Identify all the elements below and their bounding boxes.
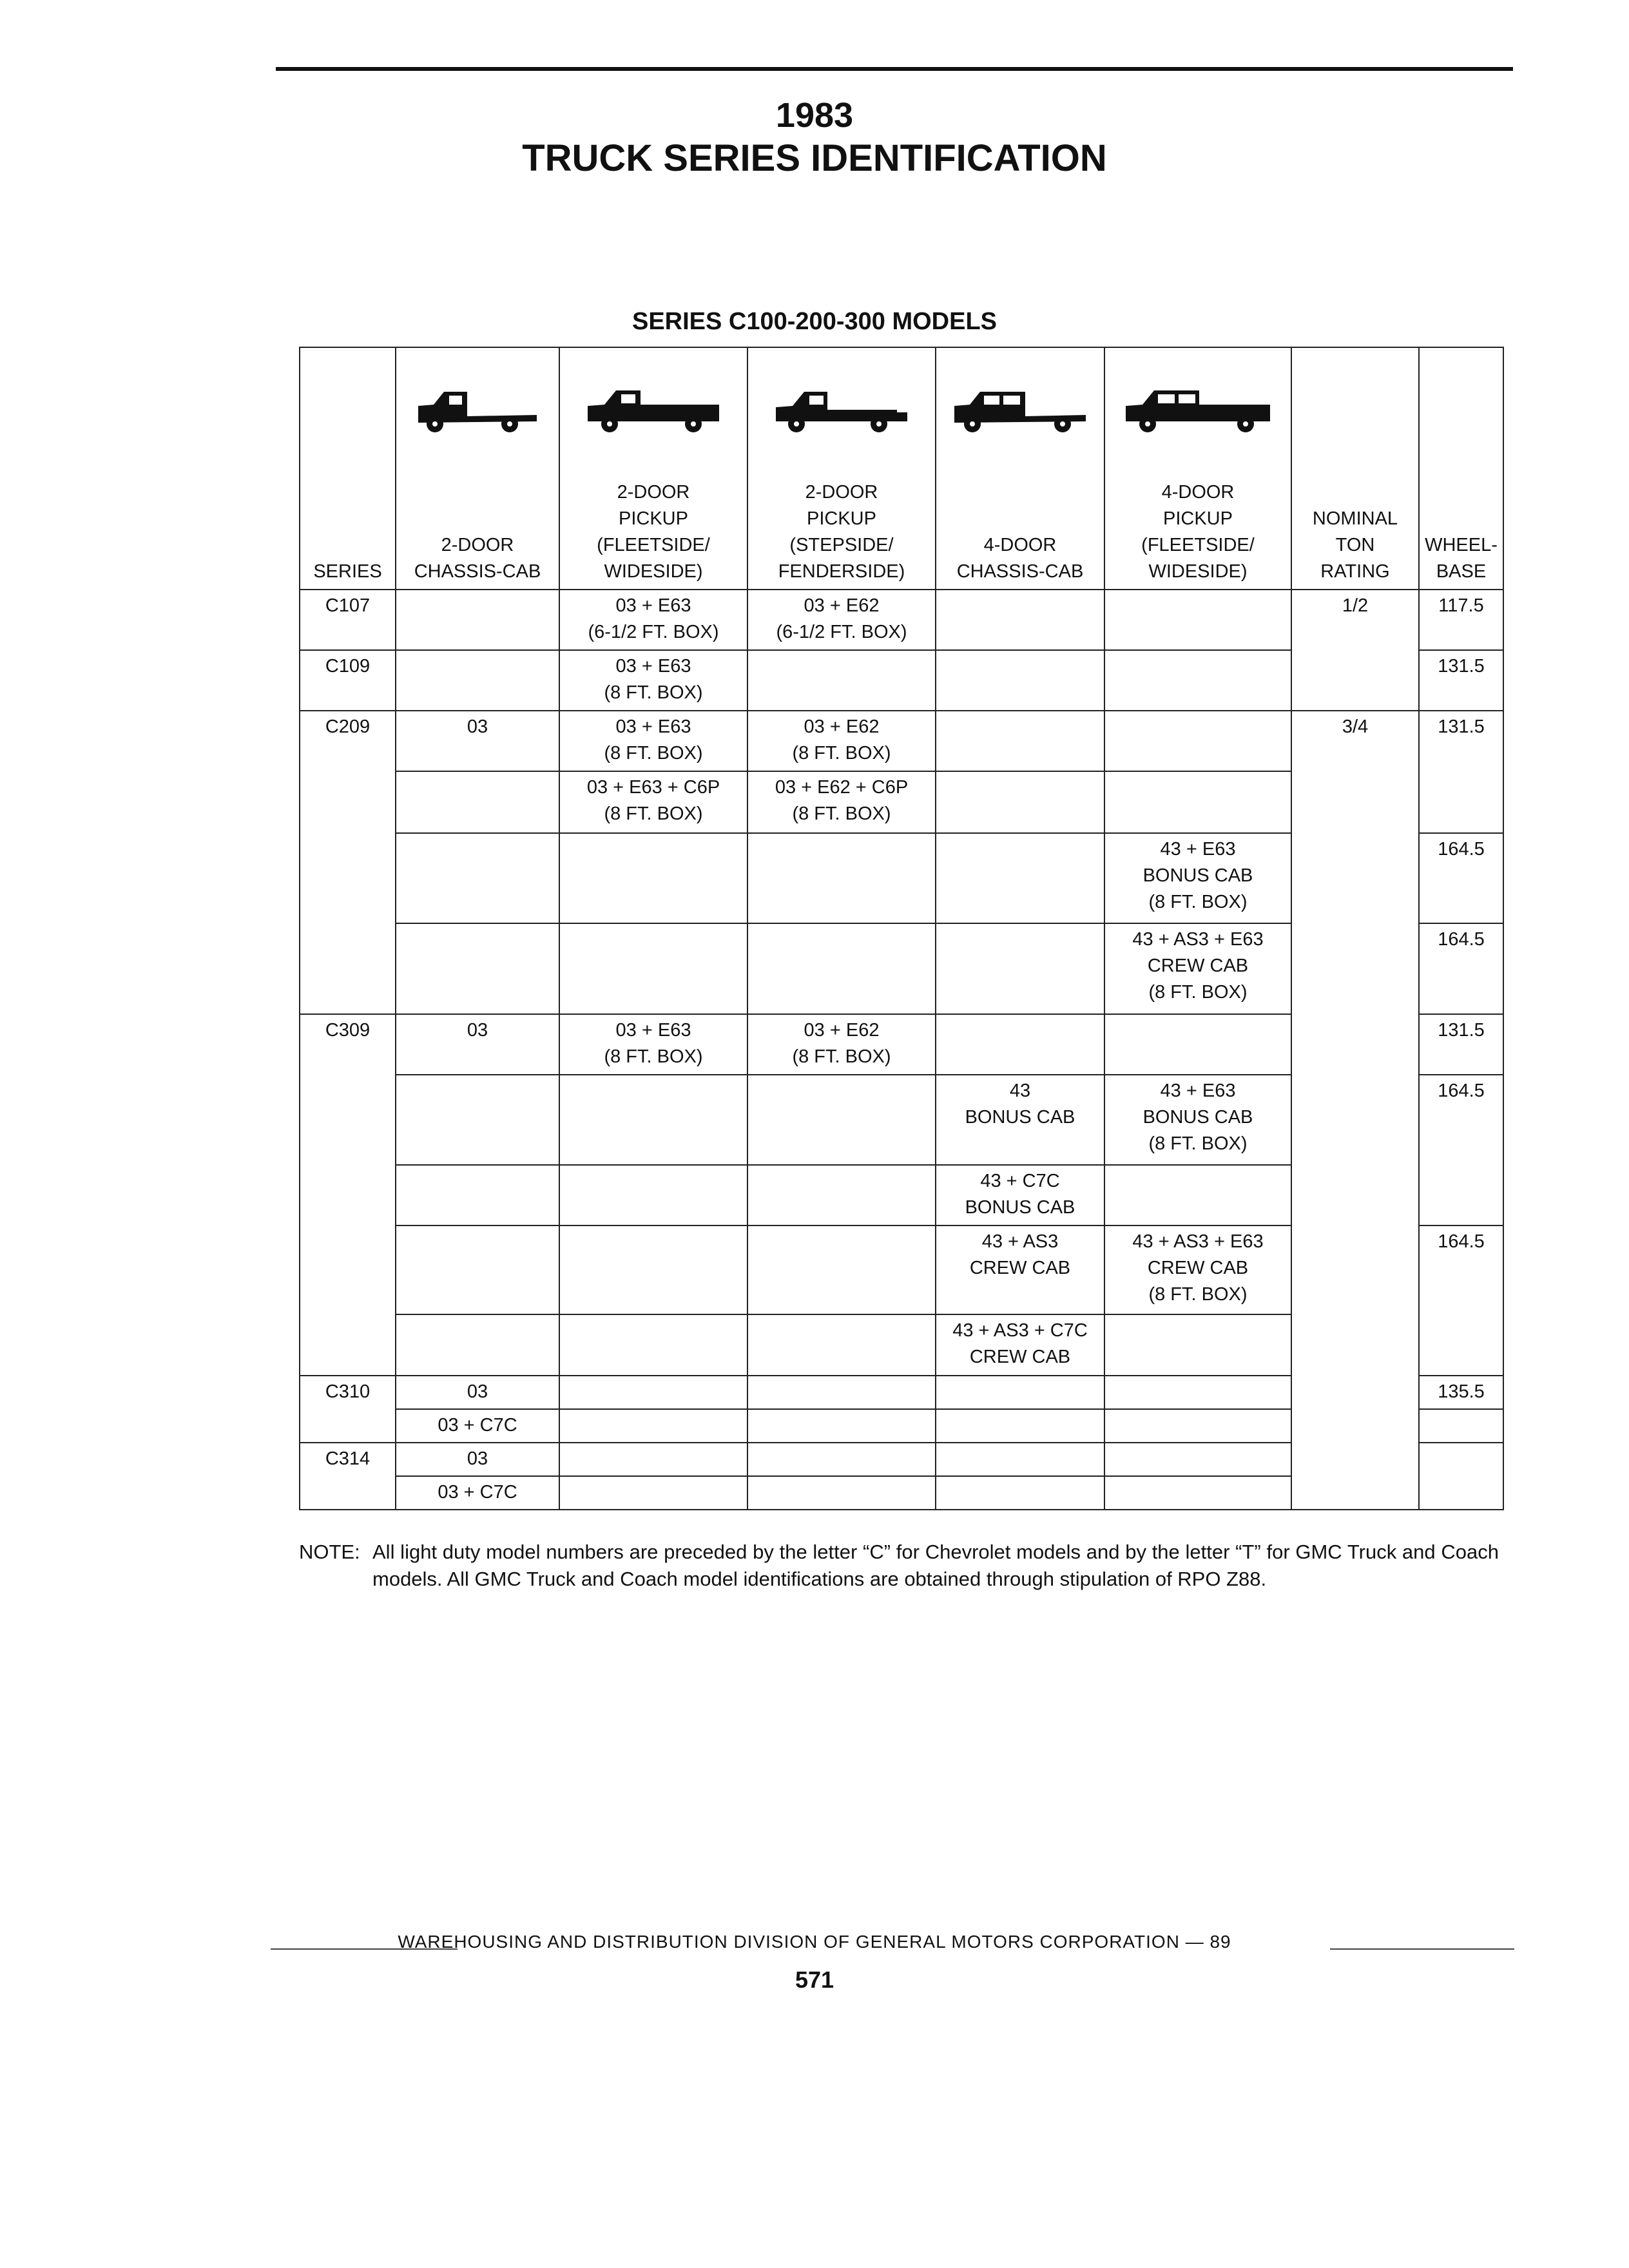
table-cell: 03 + E63 + C6P (8 FT. BOX) [559,771,747,833]
icon-row [300,347,1503,476]
table-cell: 03 + E63 (8 FT. BOX) [559,711,747,771]
table-cell [747,1409,936,1443]
table-cell [936,1476,1104,1510]
table-cell: 43 + AS3 + E63 CREW CAB (8 FT. BOX) [1104,923,1291,1014]
table-cell [936,590,1104,650]
wheelbase-cell: 164.5 [1419,833,1503,923]
series-table [299,347,1504,1510]
table-cell [747,1075,936,1165]
table-cell: 03 [396,1014,559,1075]
truck-2door-stepside-pickup-icon [771,387,912,438]
ton-rating-cell: 1/2 [1291,590,1419,711]
table-cell [747,923,936,1014]
table-cell: 03 [396,1376,559,1409]
table-cell [1104,711,1291,771]
wheelbase-cell: 131.5 [1419,650,1503,711]
truck-4door-fleetside-pickup-icon [1121,387,1275,438]
wheelbase-cell: 164.5 [1419,1225,1503,1375]
table-cell [747,1314,936,1375]
icon-cell-p4 [1104,347,1291,476]
table-cell [1104,1314,1291,1375]
table-cell [1104,1409,1291,1443]
table-cell [559,1314,747,1375]
table-cell: 03 + E63 (8 FT. BOX) [559,1014,747,1075]
table-cell [559,1165,747,1225]
truck-2door-fleetside-pickup-icon [583,387,724,438]
table-cell [747,650,936,711]
table-cell [936,833,1104,923]
series-cell: C314 [300,1443,396,1510]
table-cell [747,833,936,923]
table-cell [396,590,559,650]
series-cell: C209 [300,711,396,1014]
column-header-4door-chassis-cab: 4-DOOR CHASSIS-CAB [936,476,1104,589]
table-cell [1104,650,1291,711]
icon-cell-ton [1291,347,1419,476]
table-cell: 43 + AS3 + C7C CREW CAB [936,1314,1104,1375]
note-text: All light duty model numbers are preceded by the letter “C” for Chevrolet models and by the letter “T” for GMC Truck and Coach models. All GMC Truck and Coach model identifications are obtained through stipulation of RPO Z88. [372,1541,1499,1590]
table-cell [559,833,747,923]
table-cell [559,1376,747,1409]
table-cell [747,1443,936,1476]
note-paragraph [299,1539,1499,1593]
table-row [300,590,1503,650]
header-row [300,476,1503,589]
table-cell: 03 + E63 (8 FT. BOX) [559,650,747,711]
table-cell [1104,1165,1291,1225]
table-cell [936,923,1104,1014]
column-header-series: SERIES [300,476,396,589]
table-cell [396,1165,559,1225]
table-cell [936,1443,1104,1476]
column-header-2door-pickup-fleetside: 2-DOOR PICKUP (FLEETSIDE/ WIDESIDE) [559,476,747,589]
series-cell: C310 [300,1376,396,1443]
table-title: SERIES C100-200-300 MODELS [631,308,997,335]
table-cell [559,1476,747,1510]
wheelbase-cell: 131.5 [1419,1014,1503,1075]
icon-cell-wb [1419,347,1503,476]
table-cell [559,1409,747,1443]
top-rule [276,67,1513,71]
table-cell [1104,771,1291,833]
column-header-2door-chassis-cab: 2-DOOR CHASSIS-CAB [396,476,559,589]
column-header-4door-pickup: 4-DOOR PICKUP (FLEETSIDE/ WIDESIDE) [1104,476,1291,589]
table-cell [936,650,1104,711]
table-cell [747,1476,936,1510]
wheelbase-cell: 135.5 [1419,1376,1503,1409]
table-cell: 03 + E62 (8 FT. BOX) [747,1014,936,1075]
table-cell: 43 + E63 BONUS CAB (8 FT. BOX) [1104,833,1291,923]
column-header-nominal-ton-rating: NOMINAL TON RATING [1291,476,1419,589]
table-cell: 03 [396,1443,559,1476]
year-heading: 1983 [775,96,854,135]
table-cell [396,771,559,833]
table-cell [559,923,747,1014]
table-cell [936,1409,1104,1443]
table-cell: 43 + AS3 + E63 CREW CAB (8 FT. BOX) [1104,1225,1291,1314]
table-cell [1104,1014,1291,1075]
table-cell [1104,1376,1291,1409]
icon-cell-c2 [396,347,559,476]
footer-text: WAREHOUSING AND DISTRIBUTION DIVISION OF GENERAL MOTORS CORPORATION — 89 [398,1932,1231,1952]
table-cell [559,1075,747,1165]
table-cell [396,833,559,923]
table-cell [936,771,1104,833]
table-cell [1104,1476,1291,1510]
page-number: 571 [795,1966,834,1993]
series-cell: C309 [300,1014,396,1376]
table-cell [396,650,559,711]
table-cell: 03 + E62 + C6P (8 FT. BOX) [747,771,936,833]
table-cell [936,1014,1104,1075]
wheelbase-cell: 164.5 [1419,1075,1503,1225]
ton-rating-cell: 3/4 [1291,711,1419,1510]
icon-cell-p2s [747,347,936,476]
wheelbase-cell: 117.5 [1419,590,1503,650]
column-header-2door-pickup-stepside: 2-DOOR PICKUP (STEPSIDE/ FENDERSIDE) [747,476,936,589]
table-cell [396,923,559,1014]
table-cell: 03 + C7C [396,1409,559,1443]
table-cell: 03 + E63 (6-1/2 FT. BOX) [559,590,747,650]
table-cell [747,1165,936,1225]
table-cell [936,1376,1104,1409]
truck-4door-chassis-cab-icon [949,387,1091,438]
table-cell: 03 + E62 (6-1/2 FT. BOX) [747,590,936,650]
ton-rating-cell [1419,1443,1503,1510]
table-cell [747,1376,936,1409]
table-cell [559,1225,747,1314]
table-cell [1104,1443,1291,1476]
truck-2door-chassis-cab-icon [413,387,542,438]
table-cell: 43 + E63 BONUS CAB (8 FT. BOX) [1104,1075,1291,1165]
series-cell: C109 [300,650,396,711]
table-cell [747,1225,936,1314]
table-cell [396,1314,559,1375]
table-cell: 03 + E62 (8 FT. BOX) [747,711,936,771]
wheelbase-cell [1419,1409,1503,1443]
table-cell [396,1075,559,1165]
wheelbase-cell: 131.5 [1419,711,1503,833]
table-row [300,711,1503,771]
table-cell: 43 + C7C BONUS CAB [936,1165,1104,1225]
page-title: TRUCK SERIES IDENTIFICATION [522,137,1107,179]
table-cell: 03 + C7C [396,1476,559,1510]
table-cell [936,711,1104,771]
icon-cell-p2f [559,347,747,476]
table-cell: 03 [396,711,559,771]
table-cell [396,1225,559,1314]
table-cell [559,1443,747,1476]
table-cell: 43 BONUS CAB [936,1075,1104,1165]
table-cell [1104,590,1291,650]
wheelbase-cell: 164.5 [1419,923,1503,1014]
icon-cell-c4 [936,347,1104,476]
note-label: NOTE: [299,1541,360,1563]
table-cell: 43 + AS3 CREW CAB [936,1225,1104,1314]
series-cell: C107 [300,590,396,650]
icon-cell-series [300,347,396,476]
column-header-wheelbase: WHEEL- BASE [1419,476,1503,589]
